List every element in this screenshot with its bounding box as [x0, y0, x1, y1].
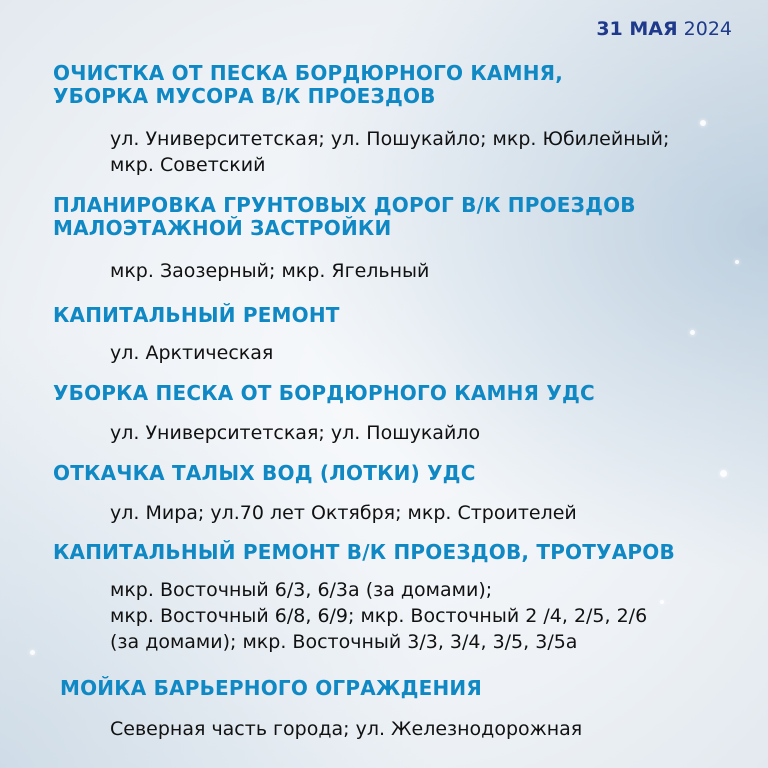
section-heading	[53, 304, 753, 327]
address-line: мкр. Заозерный; мкр. Ягельный	[110, 260, 430, 282]
address-line: ул. Мира; ул.70 лет Октября; мкр. Строителей	[110, 502, 577, 524]
address-line: мкр. Восточный 6/8, 6/9; мкр. Восточный 2 /4, 2/5, 2/6	[110, 605, 648, 627]
section-heading	[53, 194, 753, 240]
section-addresses	[110, 500, 750, 526]
address-line: ул. Арктическая	[110, 342, 274, 364]
address-line: мкр. Восточный 6/3, 6/3а (за домами);	[110, 579, 493, 601]
section-heading	[53, 382, 753, 405]
heading-line: УБОРКА ПЕСКА ОТ БОРДЮРНОГО КАМНЯ УДС	[53, 381, 595, 405]
section-addresses	[110, 340, 750, 366]
snowflake-decoration	[690, 330, 695, 335]
date-day-month: 31 МАЯ	[596, 18, 678, 40]
heading-line: КАПИТАЛЬНЫЙ РЕМОНТ	[53, 303, 340, 327]
address-line: (за домами); мкр. Восточный 3/3, 3/4, 3/5, 3/5а	[110, 631, 578, 653]
section-heading	[53, 462, 753, 485]
heading-line: ПЛАНИРОВКА ГРУНТОВЫХ ДОРОГ В/К ПРОЕЗДОВ	[53, 193, 636, 217]
date-label	[596, 18, 732, 40]
address-line: ул. Университетская; ул. Пошукайло; мкр. Юбилейный;	[110, 128, 670, 150]
section-addresses	[110, 420, 750, 446]
address-line: Северная часть города; ул. Железнодорожная	[110, 718, 583, 740]
heading-line: УБОРКА МУСОРА В/К ПРОЕЗДОВ	[53, 84, 436, 108]
section-heading	[53, 541, 753, 564]
section-heading	[53, 62, 753, 108]
address-line: ул. Университетская; ул. Пошукайло	[110, 422, 481, 444]
address-line: мкр. Советский	[110, 154, 266, 176]
date-year: 2024	[683, 18, 732, 40]
snowflake-decoration	[30, 650, 35, 655]
section-heading	[60, 677, 760, 700]
heading-line: ОТКАЧКА ТАЛЫХ ВОД (ЛОТКИ) УДС	[53, 461, 476, 485]
heading-line: МАЛОЭТАЖНОЙ ЗАСТРОЙКИ	[53, 216, 392, 240]
section-addresses	[110, 577, 750, 655]
heading-line: ОЧИСТКА ОТ ПЕСКА БОРДЮРНОГО КАМНЯ,	[53, 61, 564, 85]
section-addresses	[110, 126, 750, 178]
heading-line: КАПИТАЛЬНЫЙ РЕМОНТ В/К ПРОЕЗДОВ, ТРОТУАРОВ	[53, 540, 675, 564]
section-addresses	[110, 716, 750, 742]
heading-line: МОЙКА БАРЬЕРНОГО ОГРАЖДЕНИЯ	[60, 676, 482, 700]
section-addresses	[110, 258, 750, 284]
